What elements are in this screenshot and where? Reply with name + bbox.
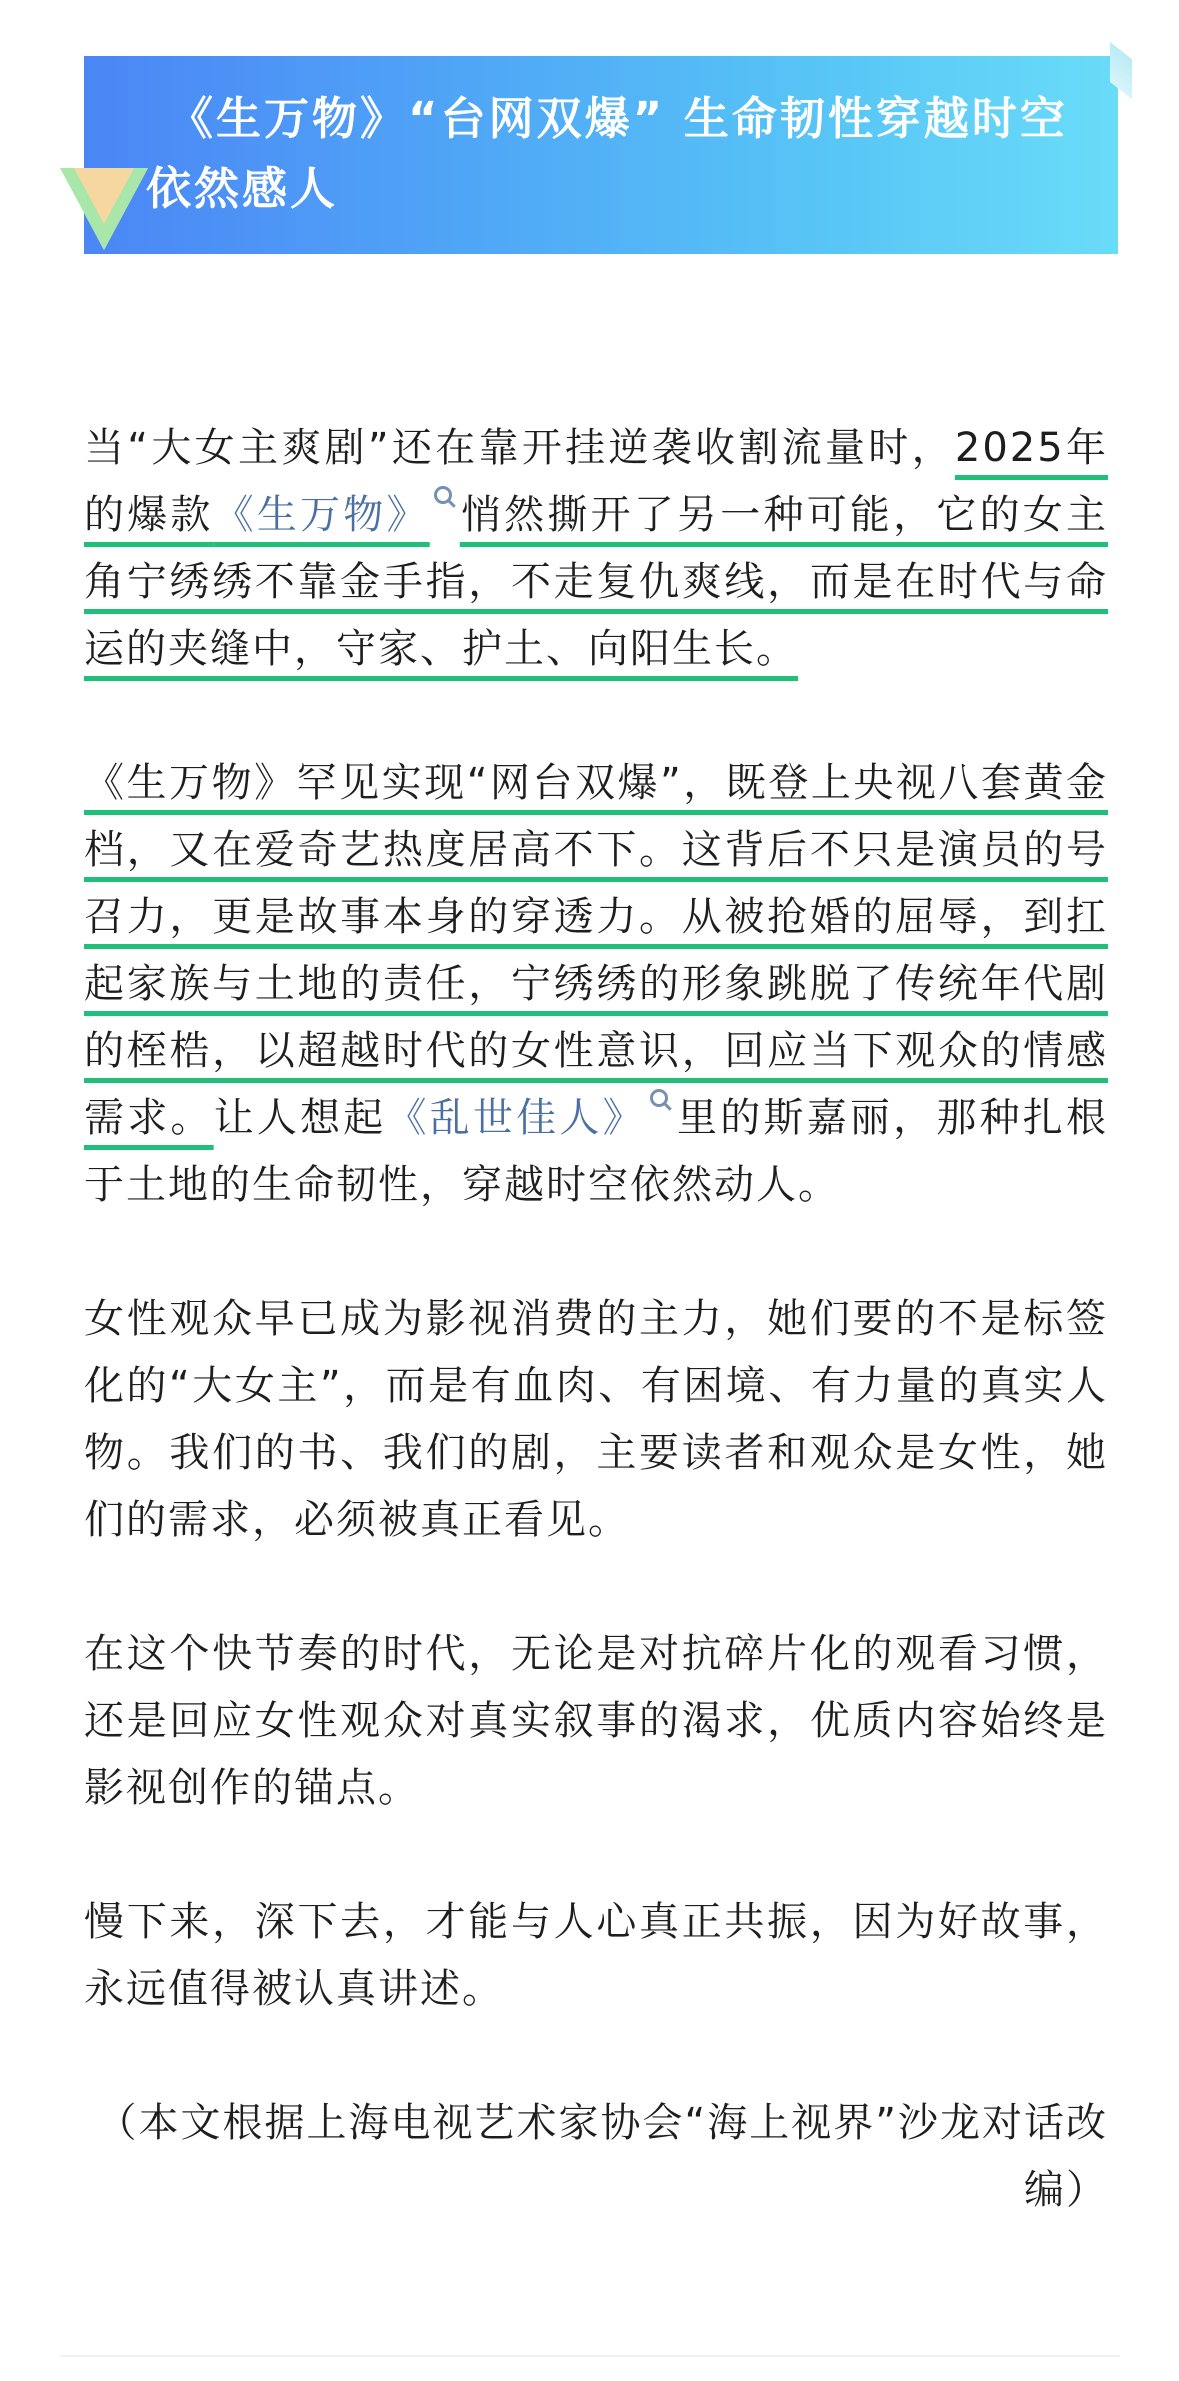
search-icon[interactable] xyxy=(650,1085,670,1115)
banner-fold-decoration xyxy=(1110,42,1132,99)
source-note: （本文根据上海电视艺术家协会“海上视界”沙龙对话改编） xyxy=(96,2100,1108,2213)
article-title-text: 《生万物》“台网双爆” 生命韧性穿越时空依然感人 xyxy=(146,92,1068,215)
article-title xyxy=(146,84,1086,224)
paragraph-3: 女性观众早已成为影视消费的主力，她们要的不是标签化的“大女主”，而是有血肉、有困境、有力量的真实人物。我们的书、我们的剧，主要读者和观众是女性，她们的需求，必须被真正看见。 xyxy=(84,1296,1108,1543)
bottom-divider xyxy=(60,2355,1120,2357)
paragraph-5: 慢下来，深下去，才能与人心真正共振，因为好故事，永远值得被认真讲述。 xyxy=(84,1899,1108,2012)
p1-highlight-a-text: 2025年的爆款 xyxy=(84,425,1108,538)
title-banner xyxy=(84,56,1118,254)
paragraph-1 xyxy=(84,415,1108,683)
p1-lead: 当“大女主爽剧”还在靠开挂逆袭收割流量时， xyxy=(84,425,955,471)
shengwanwu-link[interactable]: 《生万物》 xyxy=(213,492,430,538)
p1-highlight-b-text: 悄然撕开了另一种可能，它的女主角宁绣绣不靠金手指，不走复仇爽线，而是在时代与命运的夹缝中，守家、护土、向阳生长。 xyxy=(84,492,1109,672)
search-icon[interactable] xyxy=(434,482,454,512)
luanshijiaren-link[interactable]: 《乱世佳人》 xyxy=(386,1095,646,1141)
p2-highlight: 《生万物》罕见实现“网台双爆”，既登上央视八套黄金档，又在爱奇艺热度居高不下。这背后不只是演员的号召力，更是故事本身的穿透力。从被抢婚的屈辱，到扛起家族与土地的责任，宁绣绣的形象跳脱了传统年代剧的桎梏，以超越时代的女性意识，回应当下观众的情感需求。 xyxy=(84,760,1108,1141)
p2-lead: 让人想起 xyxy=(213,1095,387,1141)
banner-ribbon-decoration xyxy=(60,168,148,250)
article-body xyxy=(84,415,1108,2224)
p2-tail: 里的斯嘉丽，那种扎根于土地的生命韧性，穿越时空依然动人。 xyxy=(84,1095,1109,1208)
paragraph-4: 在这个快节奏的时代，无论是对抗碎片化的观看习惯，还是回应女性观众对真实叙事的渴求，优质内容始终是影视创作的锚点。 xyxy=(84,1631,1108,1811)
paragraph-2 xyxy=(84,750,1108,1219)
